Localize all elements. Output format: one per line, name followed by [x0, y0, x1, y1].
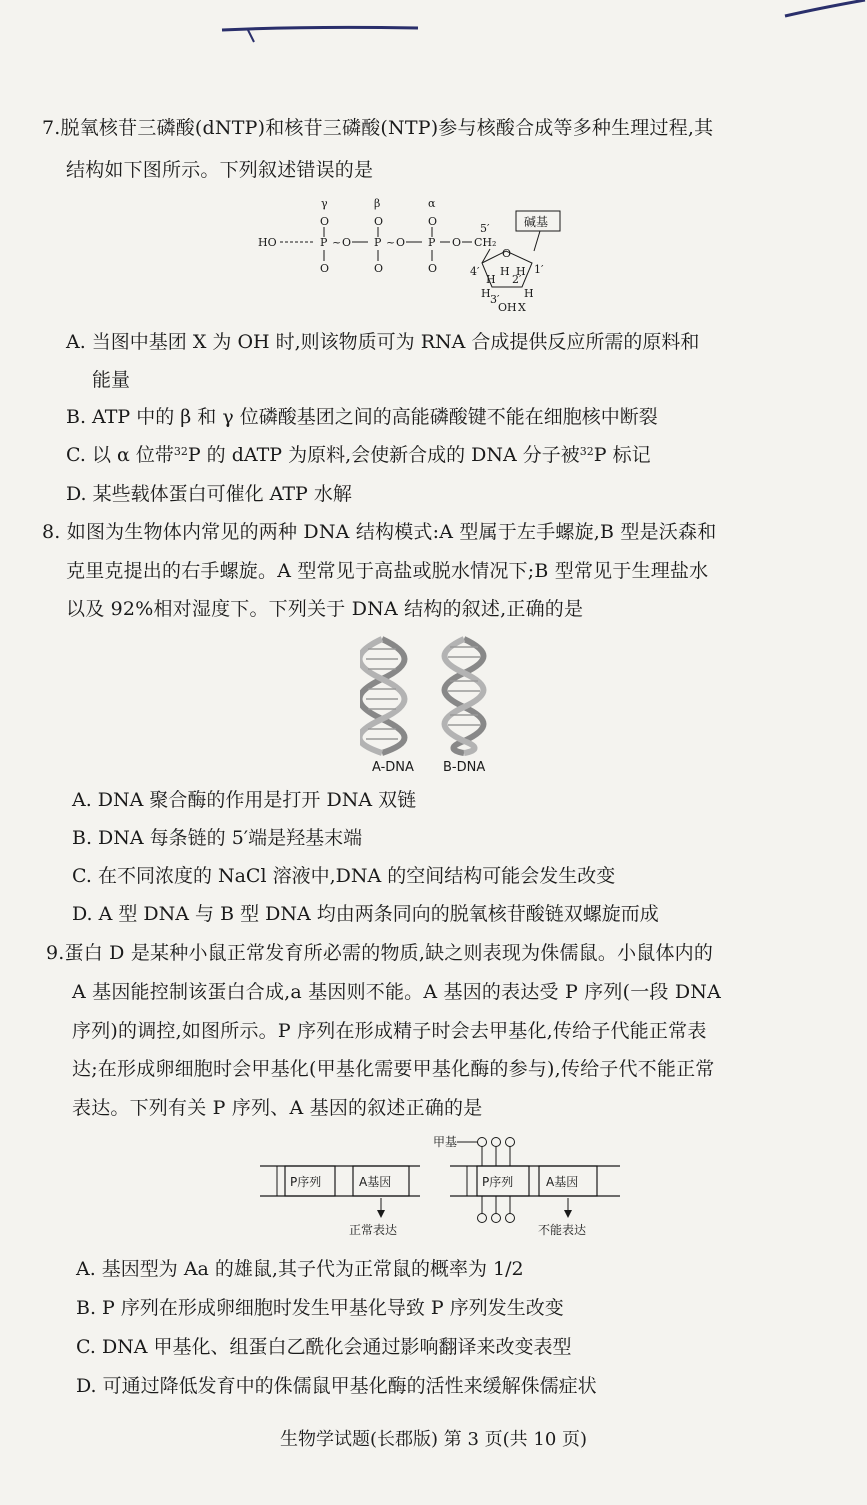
- bridge-o-2: O: [396, 236, 406, 249]
- oh-label: OH: [498, 301, 517, 314]
- left-p-sequence-label: P序列: [290, 1175, 322, 1189]
- alpha-bottom-o: O: [428, 262, 438, 275]
- left-a-gene-label: A基因: [359, 1175, 392, 1189]
- q9-stem-line3: 序列)的调控,如图所示。P 序列在形成精子时会去甲基化,传给子代能正常表: [72, 1020, 707, 1042]
- c2-label: 2′: [512, 273, 522, 286]
- b-dna-label: B-DNA: [443, 760, 486, 775]
- bridge-o-1: O: [342, 236, 352, 249]
- c4-label: 4′: [470, 265, 480, 278]
- not-expressed-label: 不能表达: [538, 1223, 587, 1237]
- x-label: X: [518, 301, 526, 314]
- h-3-up: H: [500, 265, 510, 278]
- gamma-top-o: O: [320, 215, 330, 228]
- gamma-bottom-o: O: [320, 262, 330, 275]
- q9-option-b: B. P 序列在形成卵细胞时发生甲基化导致 P 序列发生改变: [76, 1297, 564, 1319]
- q9-stem-line5: 表达。下列有关 P 序列、A 基因的叙述正确的是: [72, 1097, 483, 1119]
- alpha-top-o: O: [428, 215, 438, 228]
- svg-text:~: ~: [332, 236, 342, 249]
- q9-stem-line4: 达;在形成卵细胞时会甲基化(甲基化需要甲基化酶的参与),传给子代不能正常: [72, 1058, 715, 1080]
- q9-stem-line2: A 基因能控制该蛋白合成,a 基因则不能。A 基因的表达受 P 序列(一段 DNA: [72, 981, 722, 1003]
- right-a-gene-label: A基因: [546, 1175, 579, 1189]
- alpha-label: α: [428, 197, 436, 210]
- q9-stem-line1: 9.蛋白 D 是某种小鼠正常发育所必需的物质,缺之则表现为侏儒鼠。小鼠体内的: [46, 942, 714, 964]
- q8-option-b: B. DNA 每条链的 5′端是羟基末端: [72, 827, 363, 849]
- beta-top-o: O: [374, 215, 384, 228]
- svg-text:~: ~: [386, 236, 396, 249]
- normal-expression-label: 正常表达: [349, 1223, 398, 1237]
- ho-label: HO: [258, 236, 277, 249]
- beta-bottom-o: O: [374, 262, 384, 275]
- base-label: 碱基: [524, 215, 549, 229]
- c1-label: 1′: [534, 263, 544, 276]
- ring-o: O: [502, 247, 512, 260]
- h-4-down: H: [481, 287, 491, 300]
- q8-dna-helix-figure: [360, 635, 500, 757]
- beta-label: β: [374, 197, 381, 210]
- gamma-phosphate: P: [320, 236, 328, 249]
- q7-option-c-sup2: 32: [579, 445, 594, 458]
- q7-option-a-line1: A. 当图中基团 X 为 OH 时,则该物质可为 RNA 合成提供反应所需的原料和: [66, 331, 700, 353]
- q8-stem-line2: 克里克提出的右手螺旋。A 型常见于高盐或脱水情况下;B 型常见于生理盐水: [66, 560, 709, 582]
- q9-option-a: A. 基因型为 Aa 的雄鼠,其子代为正常鼠的概率为 1/2: [76, 1258, 524, 1280]
- c3-label: 3′: [490, 293, 500, 306]
- scan-stroke-top: [220, 22, 420, 44]
- h-4: H: [486, 273, 496, 286]
- page-footer: 生物学试题(长郡版) 第 3 页(共 10 页): [279, 1429, 588, 1450]
- q7-nucleotide-structure-figure: [250, 195, 600, 315]
- methylated-dna: [433, 1135, 620, 1237]
- q8-option-a: A. DNA 聚合酶的作用是打开 DNA 双链: [72, 789, 417, 811]
- q9-methylation-figure: [255, 1128, 635, 1240]
- right-p-sequence-label: P序列: [482, 1175, 514, 1189]
- q8-option-d: D. A 型 DNA 与 B 型 DNA 均由两条同向的脱氧核苷酸链双螺旋而成: [72, 903, 659, 925]
- q7-stem-line1: 7.脱氧核苷三磷酸(dNTP)和核苷三磷酸(NTP)参与核酸合成等多种生理过程,其: [42, 117, 714, 139]
- q7-option-c-mid: P 的 dATP 为原料,会使新合成的 DNA 分子被: [187, 444, 580, 466]
- q8-option-c: C. 在不同浓度的 NaCl 溶液中,DNA 的空间结构可能会发生改变: [72, 865, 616, 887]
- scan-stroke-corner: [780, 0, 867, 18]
- unmethylated-dna: [260, 1166, 420, 1237]
- q7-option-c: [66, 443, 651, 467]
- a-dna-helix: [360, 639, 405, 753]
- q9-option-c: C. DNA 甲基化、组蛋白乙酰化会通过影响翻译来改变表型: [76, 1336, 572, 1358]
- q7-option-a-line2: 能量: [92, 369, 131, 391]
- q7-stem-line2: 结构如下图所示。下列叙述错误的是: [66, 159, 374, 181]
- c5-label: 5′: [480, 222, 490, 235]
- methyl-label: 甲基: [433, 1135, 458, 1149]
- a-dna-label: A-DNA: [372, 760, 414, 775]
- h-2-up: H: [516, 265, 526, 278]
- h-1: H: [524, 287, 534, 300]
- bridge-o-3: O: [452, 236, 462, 249]
- q7-option-c-sup1: 32: [173, 445, 188, 458]
- ch2-label: CH₂: [474, 236, 497, 249]
- q7-option-c-post: P 标记: [593, 444, 651, 466]
- q7-option-c-pre: C. 以 α 位带: [66, 444, 174, 466]
- alpha-phosphate: P: [428, 236, 436, 249]
- q7-option-b: B. ATP 中的 β 和 γ 位磷酸基团之间的高能磷酸键不能在细胞核中断裂: [66, 406, 658, 428]
- b-dna-helix: [445, 639, 484, 753]
- q8-stem-line1: 8. 如图为生物体内常见的两种 DNA 结构模式:A 型属于左手螺旋,B 型是沃森和: [42, 521, 717, 543]
- q7-option-d: D. 某些载体蛋白可催化 ATP 水解: [66, 483, 352, 505]
- beta-phosphate: P: [374, 236, 382, 249]
- gamma-label: γ: [321, 197, 328, 210]
- q9-option-d: D. 可通过降低发育中的侏儒鼠甲基化酶的活性来缓解侏儒症状: [76, 1375, 597, 1397]
- q8-stem-line3: 以及 92%相对湿度下。下列关于 DNA 结构的叙述,正确的是: [66, 598, 584, 620]
